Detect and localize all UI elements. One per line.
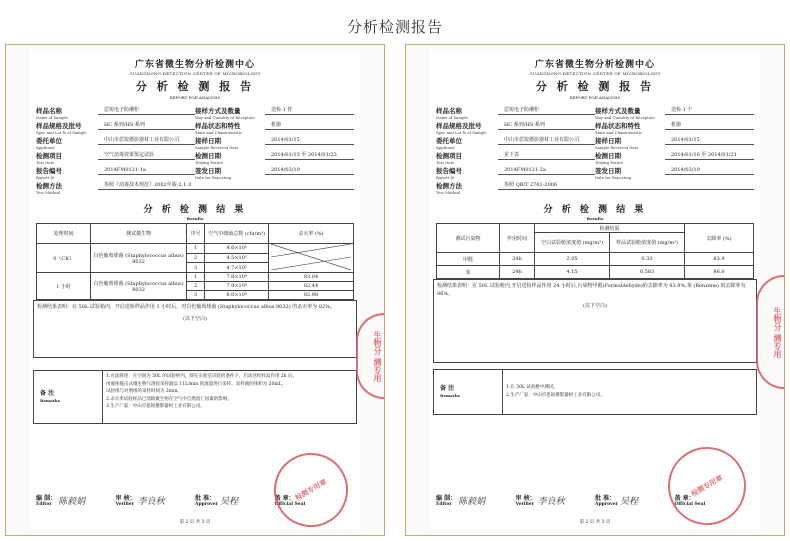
label-state: 样品状态和特性 xyxy=(595,122,641,130)
th-sample-conc: 样品试验舱浓度值 (mg/m³) xyxy=(610,233,685,253)
editor-signature: 陈毅娟 xyxy=(58,497,86,507)
page-number: 第 2 页 共 3 页 xyxy=(579,520,611,525)
label-sample-name: 样品名称 xyxy=(36,107,62,115)
value-period: 2014/01/15 至 2014/01/23 xyxy=(265,151,354,160)
result-remark xyxy=(33,300,357,358)
th-organism: 测试微生物 xyxy=(91,224,187,244)
value-spec: HC 系列/HS 系列 xyxy=(98,121,195,130)
cell-blank-conc: 2.05 xyxy=(535,253,610,266)
cell-count: 4.6×10⁵ xyxy=(205,244,269,254)
label-received: 接样日期 xyxy=(195,137,221,145)
label-received-en: Sample Received Date xyxy=(595,145,639,150)
cell-count: 7.8×10⁴ xyxy=(205,273,269,282)
note-line: 3.生产厂家：中山市思锐摄影器材工业有限公司。 xyxy=(106,404,205,409)
value-spec: HC 系列/HS 系列 xyxy=(498,121,595,130)
note-line: 2.生产厂家：中山市思锐摄影器材工业有限公司。 xyxy=(506,392,605,398)
value-method: 参照 QB/T 2761-2006 xyxy=(498,181,754,190)
label-applicant: 委托单位 xyxy=(36,137,62,145)
label-spec: 样品规格及批号 xyxy=(436,122,482,130)
cell-removal-rate: 83.9 xyxy=(685,253,754,266)
label-state: 样品状态和特性 xyxy=(195,122,241,130)
value-sample-name: 思锐电子防潮柜 xyxy=(498,106,595,115)
report-title-en: REPORT FOR ANALYSIS xyxy=(169,95,221,100)
value-report: 2014FM0121-2a xyxy=(498,166,595,175)
label-period: 检测日期 xyxy=(595,152,621,160)
results-table xyxy=(436,223,754,279)
value-state: 机器 xyxy=(265,121,354,130)
th-count: 空气中细菌总数 (cfu/m³) xyxy=(205,224,269,244)
center-name-en: GUANGDONG DETECTION CENTER OF MICROBIOLOGY xyxy=(129,71,261,76)
cell-no: 1 xyxy=(186,244,204,254)
center-name-en: GUANGDONG DETECTION CENTER OF MICROBIOLOGY xyxy=(529,71,661,76)
notes-box xyxy=(433,369,757,415)
remark-text: 检测结果表明：在 50L 试验舱内,开启送检样品作用 24 小时后,污染物甲醛(Formaldehyde)的去除率为 83.9%,苯 (Benzene) 的去除率为 86%。 xyxy=(437,283,746,297)
label-period-en: Testing Period xyxy=(595,160,623,165)
results-title: 分 析 检 测 结 果 xyxy=(543,205,647,215)
value-method: 参照《消毒技术规范》2002年版-2.1.3 xyxy=(98,181,354,190)
center-name: 广东省微生物分析检测中心 xyxy=(534,60,655,70)
edge-seal-text: 生物分 测专用 xyxy=(373,330,383,382)
cell-organism: 白色葡萄球菌 (Staphylococcus albus) 8032 xyxy=(91,273,187,300)
approver-signature: 吴程 xyxy=(220,497,239,507)
blank-text: (以下空白) xyxy=(183,316,207,322)
results-subtitle: Results xyxy=(186,216,204,221)
results-table xyxy=(36,223,354,300)
label-way-en: Way and Quantity of Reception xyxy=(195,115,255,120)
value-date: 2014/02/10 xyxy=(665,166,754,175)
label-sample-name: 样品名称 xyxy=(436,107,462,115)
seal-text: 检测专用章 xyxy=(689,472,725,499)
seal-label-en: Official Seal xyxy=(674,502,706,507)
report-title: 分 析 检 测 报 告 xyxy=(135,80,255,93)
label-applicant-en: Applicant xyxy=(36,145,55,150)
editor-label: 编 制： xyxy=(36,495,57,502)
label-date: 签发日期 xyxy=(195,167,221,175)
cell-sample-conc: 0.583 xyxy=(610,266,685,279)
label-spec: 样品规格及批号 xyxy=(36,122,82,130)
cell-no: 3 xyxy=(186,263,204,273)
th-no: 序号 xyxy=(186,224,204,244)
results-subtitle: Results xyxy=(586,216,604,221)
seal-label: 盖 章： xyxy=(674,495,695,502)
result-remark xyxy=(433,279,757,363)
page-number: 第 2 页 共 3 页 xyxy=(179,520,211,525)
note-line: 1.在 50L 试验舱中测试。 xyxy=(506,385,558,390)
cell-no: 2 xyxy=(186,282,204,291)
approver-label: 批 准： xyxy=(195,495,216,502)
label-received: 接样日期 xyxy=(595,137,621,145)
value-item: 见下表 xyxy=(498,151,595,160)
cell-no: 2 xyxy=(186,253,204,263)
label-method: 检测方法 xyxy=(436,182,462,190)
label-item: 检测项目 xyxy=(436,152,462,160)
approver-label-en: Approver xyxy=(195,502,219,507)
value-received: 2014/01/15 xyxy=(265,136,354,145)
note-line: 试验组与对照组的采样时间为 2min。 xyxy=(106,389,182,394)
cell-time: 0（CK） xyxy=(37,244,91,273)
value-state: 机器 xyxy=(665,121,754,130)
value-period: 2014/01/16 至 2014/01/21 xyxy=(665,151,754,160)
label-way-en: Way and Quantity of Reception xyxy=(595,115,655,120)
remarks-label-en: Remarks xyxy=(40,398,60,403)
label-spec-en: Spec and Lot № of Sample xyxy=(436,130,487,135)
cell-pollutant: 甲醛 xyxy=(437,253,500,266)
edge-seal-text: 生物分 测专用 xyxy=(773,306,783,358)
value-applicant: 中山市思锐摄影器材工业有限公司 xyxy=(98,136,195,145)
note-line: 用液体撞击式微生物气溶胶采样器以 11L/min 的流量进行采样。采样液的体积为 20mL， xyxy=(106,381,287,387)
cell-pollutant: 苯 xyxy=(437,266,500,279)
approver-label-en: Approver xyxy=(595,502,619,507)
cell-count: 4.7×10⁵ xyxy=(205,263,269,273)
approver-signature: 吴程 xyxy=(620,497,639,507)
editor-signature: 陈毅娟 xyxy=(458,497,486,507)
cell-kill-rate: 83.04 xyxy=(269,273,354,282)
remarks-label-en: Remarks xyxy=(440,393,460,398)
report-title: 分 析 检 测 报 告 xyxy=(535,80,655,93)
label-state-en: State and Characteristic xyxy=(595,130,643,135)
value-sample-name: 思锐电子防潮柜 xyxy=(98,106,195,115)
notes-box xyxy=(33,370,357,424)
cell-organism: 白色葡萄球菌 (Staphylococcus albus) 8032 xyxy=(91,244,187,273)
th-time: 处理时间 xyxy=(37,224,91,244)
label-sample-name-en: Name of Sample xyxy=(436,115,468,120)
verifier-signature: 李良秋 xyxy=(137,497,165,507)
cell-count: 7.9×10⁴ xyxy=(205,282,269,291)
th-removal-rate: 去除率 (%) xyxy=(685,224,754,253)
info-block xyxy=(36,106,354,196)
verifier-label: 审 核： xyxy=(515,495,536,502)
th-kill-rate: 杀灭率 (%) xyxy=(269,224,354,244)
value-item: 空气消毒效果鉴定试验 xyxy=(98,151,195,160)
cell-blank-conc: 4.15 xyxy=(535,266,610,279)
left-report-frame xyxy=(5,44,385,536)
seal-label: 盖 章： xyxy=(274,495,295,502)
editor-label-en: Editor xyxy=(436,502,452,507)
blank-text: (以下空白) xyxy=(583,303,607,309)
label-date: 签发日期 xyxy=(595,167,621,175)
approver-label: 批 准： xyxy=(595,495,616,502)
edge-seal-stamp xyxy=(356,313,384,399)
cell-count: 8.0×10⁴ xyxy=(205,291,269,300)
cell-time: 1 小时 xyxy=(37,273,91,300)
seal-text: 检测专用章 xyxy=(293,476,329,503)
label-state-en: State and Characteristic xyxy=(195,130,243,135)
verifier-label-en: Verifier xyxy=(515,502,535,507)
value-way: 送检 1 件 xyxy=(265,106,354,115)
verifier-label-en: Verifier xyxy=(115,502,135,507)
edge-seal-stamp xyxy=(756,275,784,389)
info-block xyxy=(436,106,754,196)
label-method-en: Test Method xyxy=(36,190,60,195)
verifier-signature: 李良秋 xyxy=(537,497,565,507)
label-applicant: 委托单位 xyxy=(436,137,462,145)
editor-label-en: Editor xyxy=(36,502,52,507)
remark-text: 检测结果表明：在 50L 试验箱内，开启送检样品作用 1 小时后，对白色葡萄球菌 (Staphylococcus albus 8032) 的杀灭率为 82%。 xyxy=(37,304,335,310)
label-way: 接样方式及数量 xyxy=(195,107,241,115)
note-line: 2.杀灭率试验样品已消除微生物在空气中自然消亡因素的影响。 xyxy=(106,396,232,402)
seal-label-en: Official Seal xyxy=(274,502,306,507)
th-pollutant: 测试污染物 xyxy=(437,224,500,253)
cell-duration: 24h xyxy=(500,253,535,266)
remarks-label: 备 注 xyxy=(440,384,455,392)
cross-out-lines xyxy=(271,244,351,270)
label-item-en: Test Item xyxy=(436,160,455,165)
label-item-en: Test Item xyxy=(36,160,55,165)
label-date-en: Date for Reporting xyxy=(195,175,232,180)
label-sample-name-en: Name of Sample xyxy=(36,115,68,120)
cell-kill-rate: 82.44 xyxy=(269,282,354,291)
label-period-en: Testing Period xyxy=(195,160,223,165)
label-report-en: Report № xyxy=(436,175,454,180)
th-results: 检测结果 xyxy=(535,224,685,233)
label-way: 接样方式及数量 xyxy=(595,107,641,115)
cell-duration: 24h xyxy=(500,266,535,279)
label-item: 检测项目 xyxy=(36,152,62,160)
cell-kill-rate-crossed xyxy=(269,244,354,273)
note-line: 1.方法简述：在空间为 50L 的试验柜内，即在实验室试验的条件下，启动送检样品作用 2h 后。 xyxy=(106,374,297,379)
label-method: 检测方法 xyxy=(36,182,62,190)
label-date-en: Date for Reporting xyxy=(595,175,632,180)
cell-no: 1 xyxy=(186,273,204,282)
label-spec-en: Spec and Lot № of Sample xyxy=(36,130,87,135)
right-report-frame xyxy=(405,44,785,536)
label-report-en: Report № xyxy=(36,175,54,180)
results-title: 分 析 检 测 结 果 xyxy=(143,205,247,215)
th-blank-conc: 空白试验舱浓度值 (mg/m³) xyxy=(535,233,610,253)
page-title: 分析检测报告 xyxy=(346,18,443,36)
remarks-label: 备 注 xyxy=(40,389,55,397)
label-applicant-en: Applicant xyxy=(436,145,455,150)
cell-removal-rate: 86.0 xyxy=(685,266,754,279)
value-date: 2014/02/10 xyxy=(265,166,354,175)
label-received-en: Sample Received Date xyxy=(195,145,239,150)
value-way: 送检 1 个 xyxy=(665,106,754,115)
value-received: 2014/01/15 xyxy=(665,136,754,145)
report-title-en: REPORT FOR ANALYSIS xyxy=(569,95,621,100)
th-duration: 作用时间 xyxy=(500,224,535,253)
label-method-en: Test Method xyxy=(436,190,460,195)
value-applicant: 中山市思锐摄影器材工业有限公司 xyxy=(498,136,595,145)
cell-no: 3 xyxy=(186,291,204,300)
editor-label: 编 制： xyxy=(436,495,457,502)
label-period: 检测日期 xyxy=(195,152,221,160)
cell-kill-rate: 82.98 xyxy=(269,291,354,300)
cell-count: 4.5×10⁵ xyxy=(205,253,269,263)
center-name: 广东省微生物分析检测中心 xyxy=(134,60,255,70)
value-report: 2014FM0121-1a xyxy=(98,166,195,175)
cell-sample-conc: 0.33 xyxy=(610,253,685,266)
label-report: 报告编号 xyxy=(436,167,462,175)
verifier-label: 审 核： xyxy=(115,495,136,502)
label-report: 报告编号 xyxy=(36,167,62,175)
